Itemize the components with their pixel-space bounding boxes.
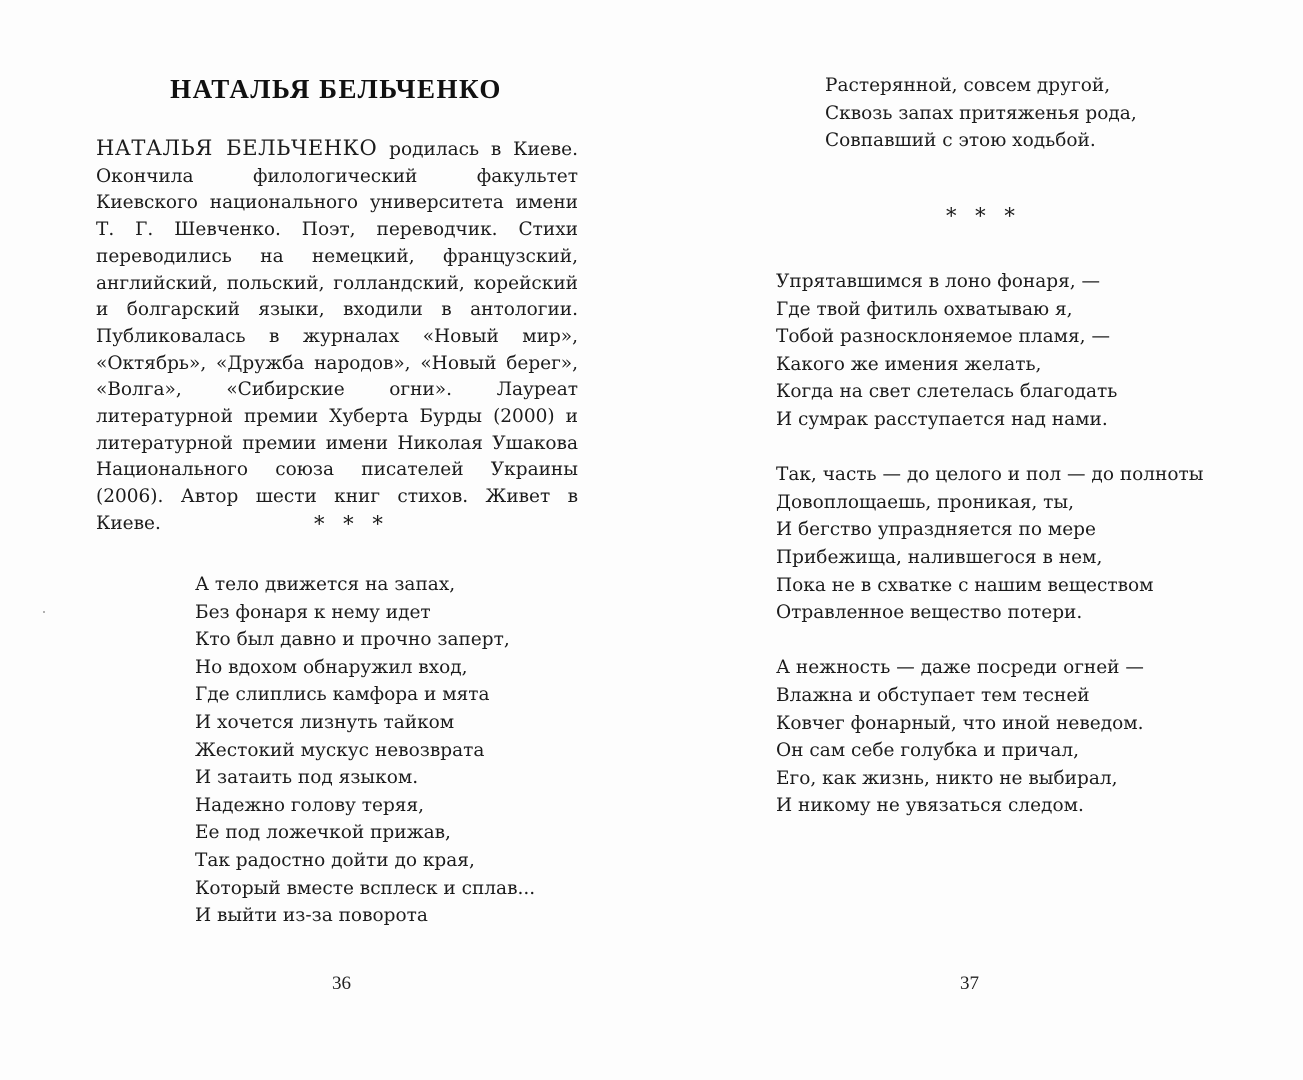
- bio-author-name: НАТАЛЬЯ БЕЛЬЧЕНКО: [96, 136, 378, 160]
- poem-line: Упрятавшимся в лоно фонаря, —: [776, 271, 1101, 292]
- poem-stanza: [776, 461, 1204, 627]
- poem-line: Где слиплись камфора и мята: [195, 684, 490, 706]
- poem-line: Ее под ложечкой прижав,: [195, 822, 451, 844]
- poem-line: И затаить под языком.: [195, 767, 419, 789]
- poem-line: Который вместе всплеск и сплав...: [195, 877, 536, 899]
- poem-line: Так радостно дойти до края,: [195, 849, 475, 871]
- page-number-left: 36: [332, 973, 351, 994]
- poem-line: Без фонаря к нему идет: [195, 601, 431, 623]
- poem-line: Ковчег фонарный, что иной неведом.: [776, 712, 1144, 734]
- poem-line: Кто был давно и прочно заперт,: [195, 629, 510, 651]
- poem-line: Тобой разносклоняемое пламя, —: [776, 326, 1110, 348]
- poem-line: Где твой фитиль охватываю я,: [776, 298, 1073, 320]
- poem-line: Растерянной, совсем другой,: [825, 75, 1111, 96]
- poem-line: И бегство упраздняется по мере: [776, 519, 1096, 541]
- poem-line: Надежно голову теряя,: [195, 794, 425, 816]
- author-title: НАТАЛЬЯ БЕЛЬЧЕНКО: [170, 74, 502, 104]
- poem-line: Прибежища, налившегося в нем,: [776, 546, 1103, 568]
- right-page: [650, 0, 1303, 1080]
- poem-line: И сумрак расступается над нами.: [776, 408, 1108, 430]
- poem-line: Пока не в схватке с нашим веществом: [776, 574, 1154, 596]
- poem-stanza: [776, 654, 1204, 820]
- poem-line: И никому не увязаться следом.: [776, 795, 1084, 817]
- poem-line: Совпавший с этою ходьбой.: [825, 130, 1096, 152]
- left-page: [0, 0, 650, 1080]
- poem-line: А тело движется на запах,: [195, 574, 456, 595]
- poem-line: Влажна и обступает тем тесней: [776, 684, 1090, 706]
- poem-continuation: [825, 72, 1137, 155]
- poem-line: Он сам себе голубка и причал,: [776, 740, 1080, 762]
- section-divider-stars-right: * * *: [946, 204, 1021, 228]
- poem-line: Жестокий мускус невозврата: [195, 739, 485, 761]
- poem-stanza: [776, 268, 1204, 434]
- poem-line: Довоплощаешь, проникая, ты,: [776, 491, 1074, 513]
- poem-line: Когда на свет слетелась благодать: [776, 381, 1118, 403]
- poem-line: Какого же имения желать,: [776, 353, 1042, 375]
- author-biography: [96, 135, 578, 538]
- poem-left: [195, 571, 535, 930]
- poem-line: Так, часть — до целого и пол — до полноты: [776, 464, 1204, 486]
- page-number-right: 37: [960, 973, 979, 994]
- poem-line: А нежность — даже посреди огней —: [776, 657, 1144, 679]
- poem-line: И выйти из-за поворота: [195, 905, 428, 927]
- poem-line: Но вдохом обнаружил вход,: [195, 656, 468, 678]
- paper-speck: [43, 611, 45, 613]
- poem-line: Его, как жизнь, никто не выбирал,: [776, 767, 1118, 789]
- poem-line: И хочется лизнуть тайком: [195, 711, 455, 733]
- poem-right: [776, 268, 1204, 820]
- poem-line: Отравленное вещество потери.: [776, 602, 1083, 624]
- section-divider-stars: * * *: [314, 512, 389, 536]
- bio-text: родилась в Киеве. Окончила филологический факультет Киевского национального университета имени Т. Г. Шевченко. Поэт, переводчик. Стихи переводились на немецкий, французский, английский, польский, голландский, корейский и болгарский языки, входили в антологии. Публиковалась в журналах «Новый мир», «Октябрь», «Дружба народов», «Новый берег», «Волга», «Сибирские огни». Лауреат литературной премии Хуберта Бурды (2000) и литературной премии имени Николая Ушакова Национального союза писателей Украины (2006). Автор шести книг стихов. Живет в Киеве.: [96, 139, 578, 534]
- poem-line: Сквозь запах притяженья рода,: [825, 102, 1137, 124]
